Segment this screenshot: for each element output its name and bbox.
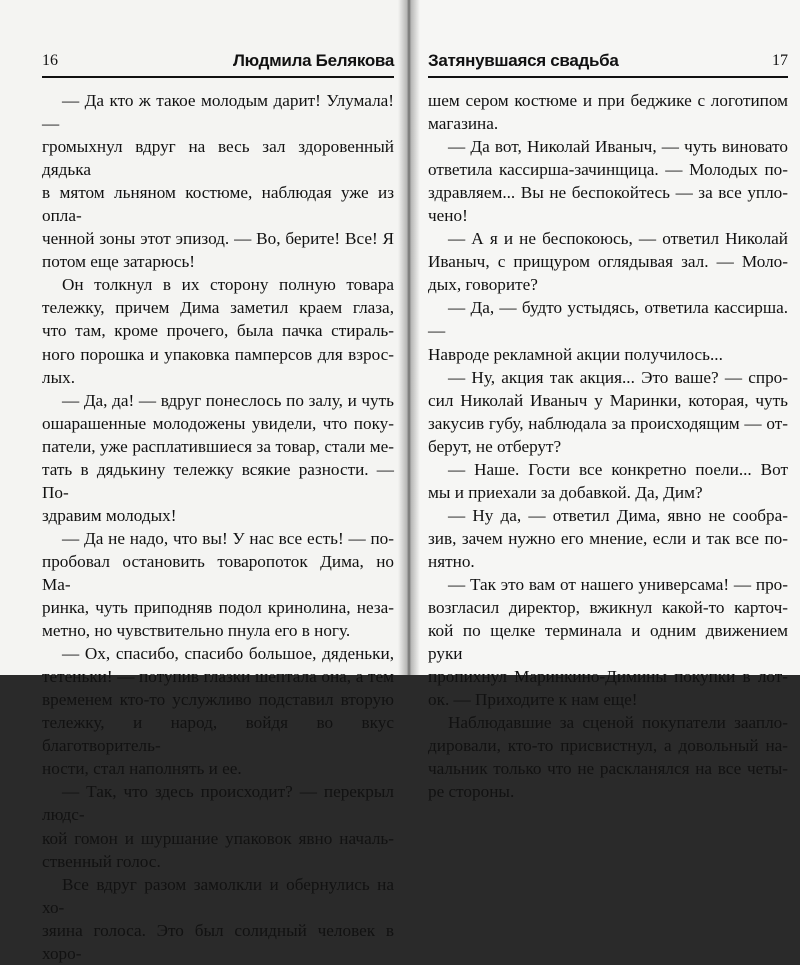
right-page (408, 0, 800, 802)
text-line: чальник только что не раскланялся на все четы- (428, 759, 788, 779)
text-line: Навроде рекламной акции получилось... (428, 344, 723, 364)
text-line: чено! (428, 206, 468, 226)
text-line: ности, стал наполнять и ее. (42, 759, 242, 779)
text-line: — Да, да! — вдруг понеслось по залу, и чуть (62, 390, 394, 410)
text-line: кой гомон и шуршание упаковок явно началь- (42, 828, 394, 848)
text-line: ного порошка и упаковка памперсов для взрос- (42, 344, 394, 364)
text-line: — Так, что здесь происходит? — перекрыл людс- (42, 782, 394, 825)
page-number: 16 (42, 52, 58, 69)
text-line: мы и приехали за добавкой. Да, Дим? (428, 482, 703, 502)
text-line: ок. — Приходите к нам еще! (428, 690, 638, 710)
running-head-title: Затянувшаяся свадьба (428, 51, 619, 70)
text-line: временем кто-то услужливо подставил вторую (42, 690, 394, 710)
left-page-text (42, 89, 394, 965)
text-line: сил Николай Иваныч у Маринки, которая, чуть (428, 390, 788, 410)
text-line: — Да не надо, что вы! У нас все есть! — по- (62, 528, 394, 548)
text-line: ственный голос. (42, 851, 161, 871)
text-line: магазина. (428, 114, 499, 134)
text-line: шем сером костюме и при беджике с логотипом (428, 91, 788, 110)
text-line: лых. (42, 367, 76, 387)
text-line: зив, зачем нужно его мнение, если и так все по- (428, 528, 788, 548)
text-line: громыхнул вдруг на весь зал здоровенный дядька (42, 137, 394, 180)
text-line: ринка, чуть приподняв подол кринолина, неза- (42, 598, 394, 618)
text-line: — Ну, акция так акция... Это ваше? — спро- (448, 367, 788, 387)
text-line: дых, говорите? (428, 275, 538, 295)
running-head-author: Людмила Белякова (233, 51, 394, 70)
page-number: 17 (772, 52, 788, 69)
text-line: тележку, и народ, войдя во вкус благотворитель- (42, 713, 394, 756)
text-line: — Так это вам от нашего универсама! — про- (448, 574, 788, 594)
text-line: Наблюдавшие за сценой покупатели зааплo- (448, 713, 788, 733)
text-line: ошарашенные молодожены увидели, что поку- (42, 413, 394, 433)
text-line: ре стороны. (428, 782, 515, 802)
text-line: пробовал остановить товаропоток Дима, но Ма- (42, 551, 394, 594)
text-line: нятно. (428, 551, 475, 571)
text-line: — Да кто ж такое молодым дарит! Улумала! — (42, 91, 394, 134)
text-line: Иваныч, с прищуром оглядывая зал. — Моло- (428, 252, 788, 272)
text-line: — Да вот, Николай Иваныч, — чуть виновато (448, 137, 788, 157)
text-line: Все вдруг разом замолкли и обернулись на хо- (42, 874, 394, 917)
text-line: метно, но чувствительно пнула его в ногу. (42, 621, 351, 641)
text-line: что там, кроме прочего, была пачка стираль- (42, 321, 394, 341)
right-page-text (428, 89, 788, 803)
text-line: дировали, кто-то присвистнул, а довольный на- (428, 736, 788, 756)
text-line: закусив губу, наблюдала за происходящим — от- (428, 413, 788, 433)
text-line: — Ох, спасибо, спасибо большое, дяденьки, (62, 644, 394, 664)
text-line: ченной зоны этот эпизод. — Во, берите! Все! Я (42, 229, 394, 249)
text-line: пропихнул Маринкино-Димины покупки в лот- (428, 667, 788, 687)
text-line: берут, не отберут? (428, 436, 562, 456)
text-line: тать в дядькину тележку всякие разности. — По- (42, 459, 394, 502)
text-line: патели, уже расплатившиеся за товар, стали ме- (42, 436, 394, 456)
text-line: — Да, — будто устыдясь, ответила кассирша. — (428, 298, 788, 341)
text-line: зяина голоса. Это был солидный человек в хоро- (42, 920, 394, 963)
text-line: здравим молодых! (42, 505, 177, 525)
text-line: тележку, причем Дима заметил краем глаза, (42, 298, 394, 318)
text-line: потом еще затарюсь! (42, 252, 196, 272)
right-page-header (428, 50, 788, 78)
left-page-header (42, 50, 394, 78)
text-line: — Наше. Гости все конкретно поели... Вот (448, 459, 788, 479)
text-line: возгласил директор, вжикнул какой-то карточ- (428, 598, 788, 618)
text-line: тетеньки! — потупив глазки шептала она, а тем (42, 667, 394, 687)
text-line: — Ну да, — ответил Дима, явно не сообра- (448, 505, 788, 525)
text-line: в мятом льняном костюме, наблюдая уже из опла- (42, 183, 394, 226)
text-line: кой по щелке терминала и одним движением руки (428, 621, 788, 664)
text-line: здравляем... Вы не беспокойтесь — за все упло- (428, 183, 788, 203)
text-line: ответила кассирша-зачинщица. — Молодых по- (428, 160, 788, 180)
text-line: Он толкнул в их сторону полную товара (62, 275, 394, 295)
text-line: — А я и не беспокоюсь, — ответил Николай (448, 229, 788, 249)
